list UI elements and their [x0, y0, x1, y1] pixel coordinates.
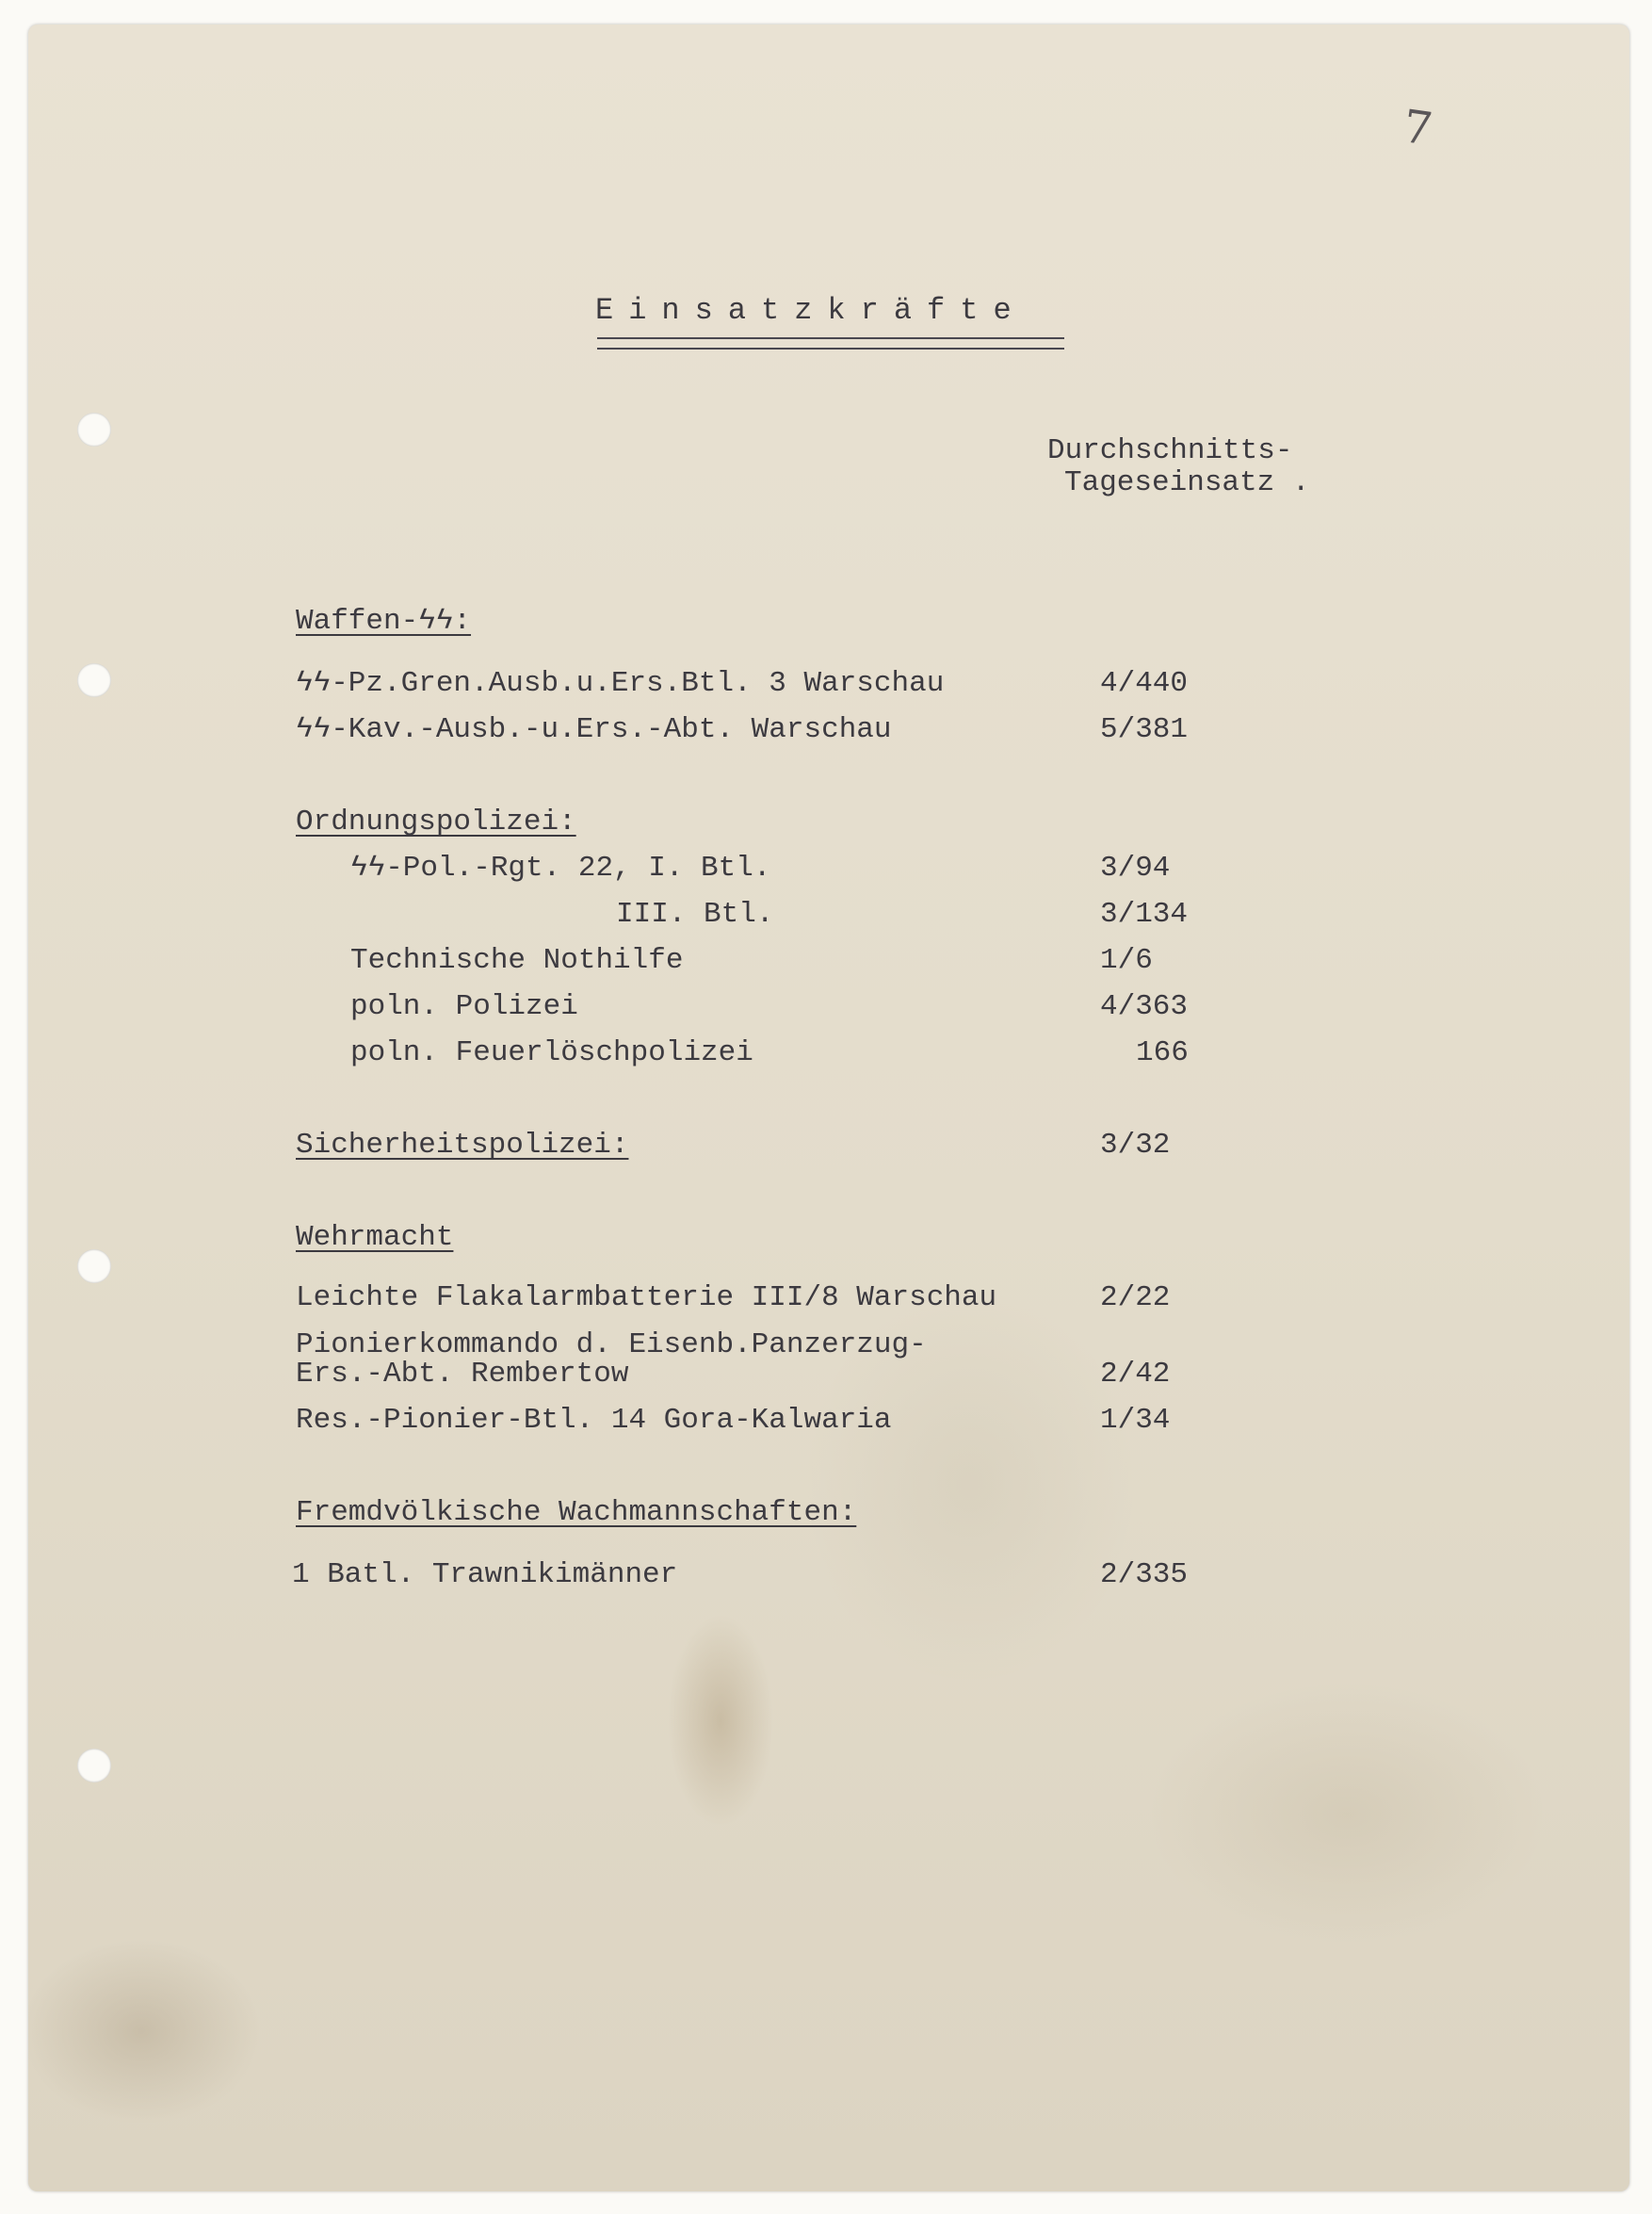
row-label: 1 Batl. Trawnikimänner: [292, 1558, 678, 1591]
section-heading-ordnungspolizei: Ordnungspolizei:: [296, 806, 576, 838]
document-title: Einsatzkräfte: [595, 293, 1027, 328]
row-value: 3/134: [1100, 898, 1189, 931]
row-label: poln. Feuerlöschpolizei: [350, 1036, 753, 1069]
section-heading-fremdvoelkische-wachmannschaften: Fremdvölkische Wachmannschaften:: [296, 1496, 857, 1529]
punch-hole: [77, 1249, 111, 1283]
row-value: 4/440: [1100, 667, 1189, 700]
row-label: Pionierkommando d. Eisenb.Panzerzug-: [296, 1328, 927, 1361]
column-header-line2: Tageseinsatz .: [1064, 466, 1310, 499]
row-value: 2/42: [1100, 1358, 1171, 1391]
title-double-rule: [597, 337, 1064, 350]
row-value: 1/34: [1100, 1404, 1171, 1437]
row-label: Res.-Pionier-Btl. 14 Gora-Kalwaria: [296, 1404, 892, 1437]
row-label: Leichte Flakalarmbatterie III/8 Warschau: [296, 1281, 997, 1314]
page-number: 7: [1400, 100, 1436, 156]
section-heading-wehrmacht: Wehrmacht: [296, 1221, 454, 1254]
row-value: 3/94: [1100, 852, 1171, 885]
row-label: ϟϟ-Pz.Gren.Ausb.u.Ers.Btl. 3 Warschau: [296, 667, 945, 700]
row-value: 2/22: [1100, 1281, 1171, 1314]
row-value: 166: [1136, 1036, 1189, 1069]
row-label: ϟϟ-Kav.-Ausb.-u.Ers.-Abt. Warschau: [296, 713, 892, 746]
row-label: III. Btl.: [616, 898, 774, 931]
row-label: ϟϟ-Pol.-Rgt. 22, I. Btl.: [350, 852, 771, 885]
section-heading-sicherheitspolizei: Sicherheitspolizei:: [296, 1129, 629, 1162]
document-sheet: [28, 24, 1629, 2191]
punch-hole: [77, 663, 111, 697]
row-label-continued: Ers.-Abt. Rembertow: [296, 1358, 629, 1391]
row-label: Technische Nothilfe: [350, 944, 684, 977]
column-header-line1: Durchschnitts-: [1047, 434, 1293, 467]
punch-hole: [77, 413, 111, 447]
row-value: 5/381: [1100, 713, 1189, 746]
punch-hole: [77, 1749, 111, 1783]
section-heading-value: 3/32: [1100, 1129, 1171, 1162]
row-label: poln. Polizei: [350, 990, 578, 1023]
row-value: 2/335: [1100, 1558, 1189, 1591]
row-value: 1/6: [1100, 944, 1153, 977]
section-heading-waffen-ss: Waffen-ϟϟ:: [296, 605, 472, 638]
row-value: 4/363: [1100, 990, 1189, 1023]
